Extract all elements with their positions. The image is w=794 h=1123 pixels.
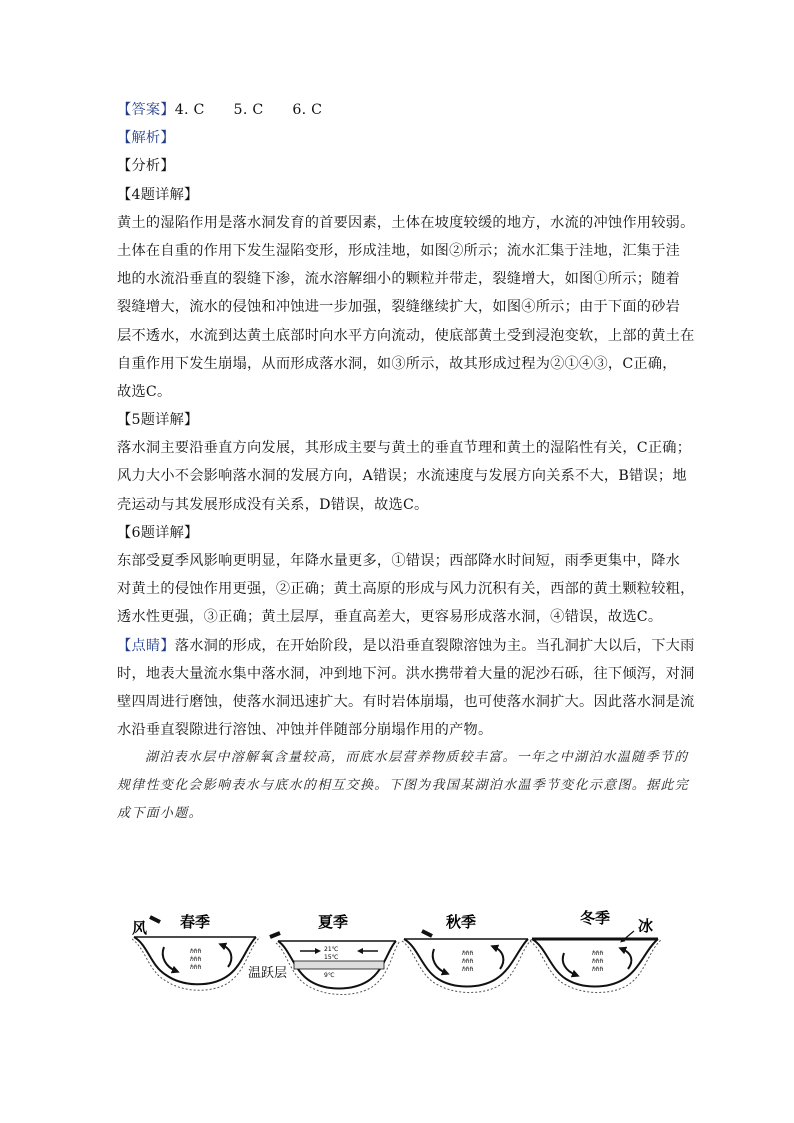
q5-title: 【5题详解】 xyxy=(117,412,199,429)
answer-items: 4. C 5. C 6. C xyxy=(174,102,323,118)
ice-label: 冰 xyxy=(638,917,654,935)
svg-text:ℏℏℏ: ℏℏℏ xyxy=(462,950,474,957)
svg-text:ℏℏℏ: ℏℏℏ xyxy=(592,966,604,973)
season-label: 夏季 xyxy=(318,913,349,931)
next-question-line: 成下面小题。 xyxy=(117,806,203,822)
fenxi-label: 【分析】 xyxy=(117,158,175,175)
q4-line: 自重作用下发生崩塌，从而形成落水洞，如③所示，故其形成过程为②①④③，C正确， xyxy=(117,355,677,372)
q4-line: 故选C。 xyxy=(117,383,172,400)
q5-line: 风力大小不会影响落水洞的发展方向，A错误；水流速度与发展方向关系不大，B错误；地 xyxy=(117,468,687,485)
q4-line: 裂缝增大，流水的侵蚀和冲蚀进一步加强，裂缝继续扩大，如图④所示；由于下面的砂岩 xyxy=(117,299,681,316)
dianjing-line: 水沿垂直裂隙进行溶蚀、冲蚀并伴随部分崩塌作用的产物。 xyxy=(117,722,493,739)
q4-title: 【4题详解】 xyxy=(117,186,199,203)
summer-temp: 9℃ xyxy=(324,972,335,979)
wind-label: 风 xyxy=(132,919,148,937)
next-question-line: 湖泊表水层中溶解氧含量较高，而底水层营养物质较丰富。一年之中湖泊水温随季节的 xyxy=(145,750,689,766)
svg-text:ℏℏℏ: ℏℏℏ xyxy=(190,964,202,971)
q4-line: 层不透水，水流到达黄土底部时向水平方向流动，使底部黄土受到浸泡变软，上部的黄土在 xyxy=(117,327,695,344)
answer-tag: 【答案】 xyxy=(117,102,175,118)
q5-line: 落水洞主要沿垂直方向发展，其形成主要与黄土的垂直节理和黄土的湿陷性有关，C正确； xyxy=(117,440,692,457)
svg-text:ℏℏℏ: ℏℏℏ xyxy=(190,948,202,955)
q4-line: 土体在自重的作用下发生湿陷变形，形成洼地，如图②所示；流水汇集于洼地，汇集于洼 xyxy=(117,242,681,259)
thermocline-label: 温跃层 xyxy=(248,966,288,981)
lake-temperature-figure xyxy=(128,905,670,1005)
q6-line: 透水性更强，③正确；黄土层厚，垂直高差大，更容易形成落水洞，④错误，故选C。 xyxy=(117,609,663,626)
wind-arrow-icon xyxy=(150,917,160,922)
svg-text:ℏℏℏ: ℏℏℏ xyxy=(190,956,202,963)
wind-arrow-icon xyxy=(422,931,432,936)
document-body xyxy=(117,100,695,832)
svg-text:ℏℏℏ: ℏℏℏ xyxy=(592,958,604,965)
dianjing-line: 时，地表大量流水集中落水洞，冲到地下河。洪水携带着大量的泥沙石砾，往下倾泻，对洞 xyxy=(117,665,695,682)
next-question-line: 规律性变化会影响表水与底水的相互交换。下图为我国某湖泊水温季节变化示意图。据此完 xyxy=(117,778,690,794)
dianjing-tag: 【点睛】 xyxy=(117,637,175,654)
winter-basin xyxy=(530,909,662,993)
q4-line: 地的水流沿垂直的裂缝下渗，流水溶解细小的颗粒并带走，裂缝增大，如图①所示；随着 xyxy=(117,271,681,288)
summer-temp: 15℃ xyxy=(324,954,339,961)
spring-basin xyxy=(132,913,260,990)
answer-line xyxy=(117,100,692,120)
dianjing-text: 落水洞的形成，在开始阶段，是以沿垂直裂隙溶蚀为主。当孔洞扩大以后，下大雨 xyxy=(174,637,695,654)
dianjing-line xyxy=(117,636,695,656)
q6-line: 对黄土的侵蚀作用更强，②正确；黄土高原的形成与风力沉积有关，西部的黄土颗粒较粗， xyxy=(117,581,695,598)
analysis-label: 【解析】 xyxy=(117,130,175,147)
season-label: 秋季 xyxy=(446,913,477,931)
summer-basin xyxy=(248,913,400,995)
svg-text:ℏℏℏ: ℏℏℏ xyxy=(462,966,474,973)
summer-temp: 21℃ xyxy=(324,946,339,953)
season-label: 春季 xyxy=(180,913,211,931)
svg-text:ℏℏℏ: ℏℏℏ xyxy=(462,958,474,965)
season-label: 冬季 xyxy=(580,909,611,927)
svg-text:ℏℏℏ: ℏℏℏ xyxy=(592,950,604,957)
q5-line: 壳运动与其发展形成没有关系，D错误，故选C。 xyxy=(117,496,429,513)
q6-title: 【6题详解】 xyxy=(117,524,199,541)
dianjing-line: 壁四周进行磨蚀，使落水洞迅速扩大。有时岩体崩塌，也可使落水洞扩大。因此落水洞是流 xyxy=(117,693,695,710)
q6-line: 东部受夏季风影响更明显，年降水量更多，①错误；西部降水时间短，雨季更集中，降水 xyxy=(117,553,681,569)
wind-arrow-icon xyxy=(270,933,280,937)
autumn-basin xyxy=(402,913,532,993)
q4-line: 黄土的湿陷作用是落水洞发育的首要因素，土体在坡度较缓的地方，水流的冲蚀作用较弱。 xyxy=(117,214,695,231)
